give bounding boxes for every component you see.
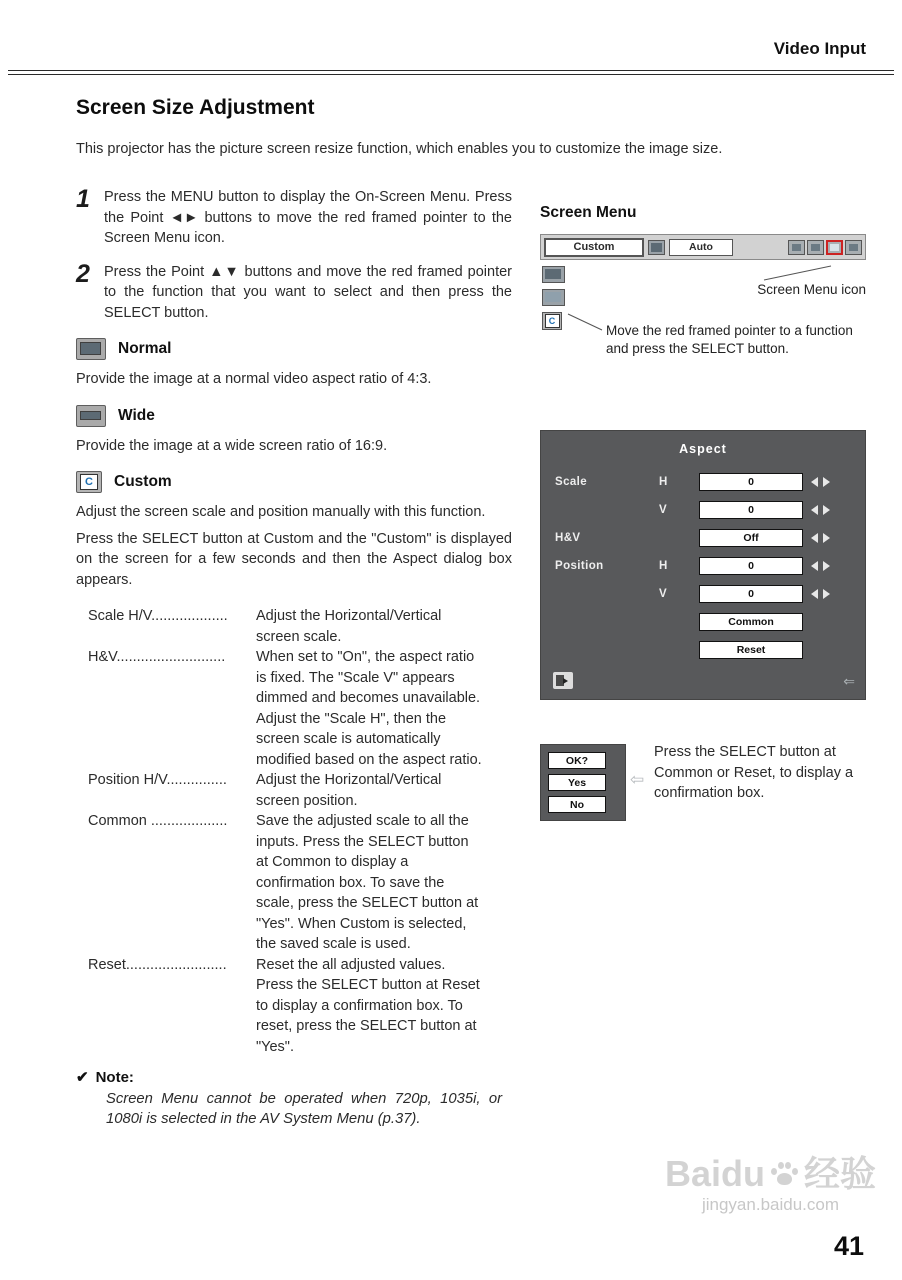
intro-paragraph: This projector has the picture screen resize function, which enables you to customize the image size. xyxy=(76,141,723,157)
confirmation-caption: Press the SELECT button at Common or Reset, to display a confirmation box. xyxy=(654,744,854,801)
wide-description: Provide the image at a wide screen ratio of 16:9. xyxy=(76,437,388,454)
screen-menu-heading: Screen Menu xyxy=(540,204,637,221)
aspect-row-position-h xyxy=(541,552,865,580)
screen-menu-bar-figure xyxy=(540,234,866,260)
note-heading xyxy=(76,1068,512,1086)
menu-icon-b xyxy=(807,240,824,255)
aspect-label: H&V xyxy=(555,532,581,544)
left-right-arrows-icon xyxy=(811,477,830,487)
step-1 xyxy=(76,187,512,249)
custom-description-2: Press the SELECT button at Custom and the "Custom" is displayed on the screen for a few seconds and then the Aspect dialog box appears. xyxy=(76,530,512,588)
aspect-value-box: Off xyxy=(699,529,803,547)
definition-row xyxy=(88,647,512,770)
aspect-label: Scale xyxy=(555,476,588,488)
step-1-number: 1 xyxy=(76,185,90,213)
screen-menu-callouts xyxy=(540,264,866,416)
left-right-arrows-icon xyxy=(811,505,830,515)
left-right-arrows-icon xyxy=(811,561,830,571)
yes-box: Yes xyxy=(548,774,606,791)
def-text-common: Save the adjusted scale to all the inputs. Press the SELECT button at Common to display a confirmation box. To save the scale, press the SELECT button at "Yes". When Custom is selected, the saved scale is used. xyxy=(256,813,479,952)
definition-row xyxy=(88,955,512,1058)
wide-screen-icon xyxy=(76,405,106,427)
custom-function-icon xyxy=(542,312,562,330)
confirmation-box xyxy=(540,744,626,821)
def-term-reset: Reset......................... xyxy=(88,956,227,973)
checkmark-icon: ✔ xyxy=(76,1069,89,1086)
menu-icon-c xyxy=(845,240,862,255)
step-2-number: 2 xyxy=(76,259,90,288)
function-normal xyxy=(76,338,512,360)
definition-row xyxy=(88,606,512,647)
no-box: No xyxy=(548,796,606,813)
left-column xyxy=(76,187,512,1129)
custom-description-1: Adjust the screen scale and position manually with this function. xyxy=(76,504,486,520)
page-title: Screen Size Adjustment xyxy=(76,96,315,119)
definition-row xyxy=(88,770,512,811)
note-section xyxy=(76,1068,512,1129)
aspect-value-box: 0 xyxy=(699,585,803,603)
step-2-text: Press the Point ▲▼ buttons and move the red framed pointer to the function that you want to select and then press the SELECT button. xyxy=(104,263,512,321)
aspect-common-row xyxy=(541,608,865,636)
custom-c-icon xyxy=(76,471,102,493)
aspect-footer xyxy=(541,664,865,689)
aspect-row-scale-v xyxy=(541,496,865,524)
normal-description: Provide the image at a normal video aspect ratio of 4:3. xyxy=(76,371,432,387)
menu-pointer-icon xyxy=(648,240,665,255)
def-text-reset: Reset the all adjusted values. Press the SELECT button at Reset to display a confirmation box. To reset, press the SELECT button at "Yes". xyxy=(256,956,480,1055)
watermark-url: jingyan.baidu.com xyxy=(701,1195,839,1214)
note-text: Screen Menu cannot be operated when 720p, 1035i, or 1080i is selected in the AV System Menu (p.37). xyxy=(106,1091,502,1127)
reset-button: Reset xyxy=(699,641,803,659)
aspect-value-box: 0 xyxy=(699,473,803,491)
watermark-brand-left: Baidu xyxy=(664,1153,765,1194)
wide-label: Wide xyxy=(118,406,155,424)
def-term-common: Common ................... xyxy=(88,813,228,829)
baidu-watermark xyxy=(664,1153,876,1215)
watermark-brand xyxy=(664,1153,876,1194)
wide-function-icon xyxy=(542,289,565,306)
def-text-hv: When set to "On", the aspect ratio is fixed. The "Scale V" appears dimmed and becomes unavailable. Adjust the "Scale H", then the screen scale is automatically modified based on the aspect ratio. xyxy=(256,649,482,768)
left-right-arrows-icon xyxy=(811,589,830,599)
pointer-instruction-label: Move the red framed pointer to a function and press the SELECT button. xyxy=(606,323,853,356)
normal-function-icon xyxy=(542,266,565,283)
definition-row xyxy=(88,811,512,955)
def-term-hv: H&V........................... xyxy=(88,649,226,665)
common-button: Common xyxy=(699,613,803,631)
aspect-sub-label: H xyxy=(659,560,668,572)
page-number: 41 xyxy=(833,1231,864,1261)
left-right-arrows-icon xyxy=(811,533,830,543)
def-text-position: Adjust the Horizontal/Vertical screen position. xyxy=(256,772,442,809)
note-label: Note: xyxy=(95,1069,134,1086)
aspect-reset-row xyxy=(541,636,865,664)
screen-menu-icon-label: Screen Menu icon xyxy=(757,282,866,297)
aspect-row-position-v xyxy=(541,580,865,608)
custom-label: Custom xyxy=(114,473,172,490)
menu-function-icons xyxy=(542,266,565,330)
def-term-scale: Scale H/V................... xyxy=(88,608,228,624)
aspect-sub-label: V xyxy=(659,504,667,516)
step-1-text: Press the MENU button to display the On-Screen Menu. Press the Point ◄► buttons to move the red framed pointer to the Screen Menu icon. xyxy=(104,189,512,246)
menu-icon-a xyxy=(788,240,805,255)
function-custom xyxy=(76,471,512,493)
normal-screen-icon xyxy=(76,338,106,360)
confirmation-figure xyxy=(540,744,866,830)
def-term-position: Position H/V............... xyxy=(88,772,227,788)
aspect-dialog-figure xyxy=(540,430,866,700)
aspect-dialog-title: Aspect xyxy=(679,442,727,456)
menu-icon-group xyxy=(788,240,862,255)
custom-c-letter: C xyxy=(80,474,98,490)
normal-label: Normal xyxy=(118,340,172,357)
aspect-row-scale-h xyxy=(541,468,865,496)
function-wide xyxy=(76,405,512,427)
watermark-brand-right: 经验 xyxy=(803,1153,876,1194)
screen-menu-icon xyxy=(826,240,843,255)
custom-function-letter: C xyxy=(545,314,560,328)
aspect-value-box: 0 xyxy=(699,501,803,519)
aspect-row-hv xyxy=(541,524,865,552)
section-header: Video Input xyxy=(773,39,866,58)
aspect-value-box: 0 xyxy=(699,557,803,575)
header-rule xyxy=(8,70,894,75)
select-arrow-icon: ⇦ xyxy=(630,770,645,789)
exit-icon xyxy=(553,672,573,689)
step-2 xyxy=(76,259,512,324)
definition-list xyxy=(88,606,512,1057)
right-column xyxy=(540,204,866,830)
menu-auto-item: Auto xyxy=(669,239,733,256)
aspect-sub-label: H xyxy=(659,476,668,488)
paw-icon xyxy=(771,1162,798,1187)
aspect-label: Position xyxy=(555,560,604,572)
def-text-scale: Adjust the Horizontal/Vertical screen scale. xyxy=(256,608,442,645)
menu-selected-item: Custom xyxy=(544,238,644,257)
back-arrow-icon: ⇐ xyxy=(843,672,855,689)
aspect-sub-label: V xyxy=(659,588,667,600)
ok-box: OK? xyxy=(548,752,606,769)
